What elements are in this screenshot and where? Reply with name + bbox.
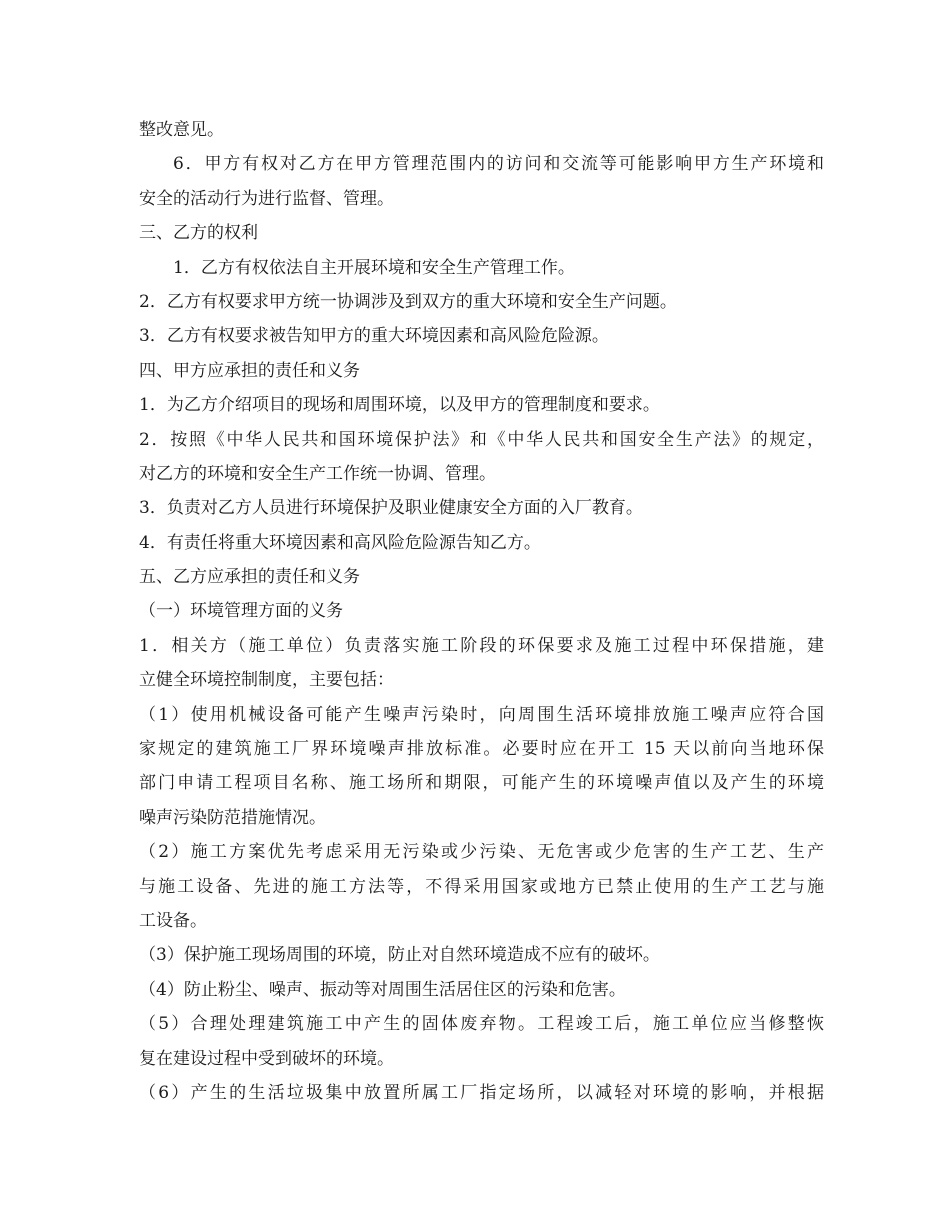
text-line: （3）保护施工现场周围的环境，防止对自然环境造成不应有的破坏。	[139, 945, 660, 966]
text-line: 噪声污染防范措施情况。	[139, 807, 326, 828]
text-line: 2．按照《中华人民共和国环境保护法》和《中华人民共和国安全生产法》的规定，	[139, 429, 824, 450]
text-line: 与施工设备、先进的施工方法等，不得采用国家或地方已禁止使用的生产工艺与施	[139, 876, 824, 897]
text-line: 3．乙方有权要求被告知甲方的重大环境因素和高风险危险源。	[139, 326, 609, 347]
text-line: 复在建设过程中受到破坏的环境。	[139, 1048, 394, 1069]
text-line: （6）产生的生活垃圾集中放置所属工厂指定场所，以减轻对环境的影响，并根据	[139, 1082, 824, 1103]
text-line: 家规定的建筑施工厂界环境噪声排放标准。必要时应在开工 15 天以前向当地环保	[139, 739, 824, 760]
text-line: 三、乙方的权利	[139, 223, 258, 244]
text-line: 对乙方的环境和安全生产工作统一协调、管理。	[139, 463, 496, 484]
text-line: 整改意见。	[139, 120, 224, 140]
text-line: 1．乙方有权依法自主开展环境和安全生产管理工作。	[173, 257, 575, 278]
text-line: （4）防止粉尘、噪声、振动等对周围生活居住区的污染和危害。	[139, 979, 626, 1000]
document-body	[139, 113, 824, 1110]
text-line: 部门申请工程项目名称、施工场所和期限，可能产生的环境噪声值以及产生的环境	[139, 773, 824, 794]
text-line: （2）施工方案优先考虑采用无污染或少污染、无危害或少危害的生产工艺、生产	[139, 842, 824, 863]
text-line: 1．为乙方介绍项目的现场和周围环境，以及甲方的管理制度和要求。	[139, 395, 660, 416]
text-line: 6．甲方有权对乙方在甲方管理范围内的访问和交流等可能影响甲方生产环境和	[173, 154, 824, 175]
text-line: （1）使用机械设备可能产生噪声污染时，向周围生活环境排放施工噪声应符合国	[139, 704, 824, 725]
text-line: 2．乙方有权要求甲方统一协调涉及到双方的重大环境和安全生产问题。	[139, 291, 677, 312]
text-line: 1．相关方（施工单位）负责落实施工阶段的环保要求及施工过程中环保措施，建	[139, 635, 824, 656]
text-line: 4．有责任将重大环境因素和高风险危险源告知乙方。	[139, 532, 541, 553]
text-line: 工设备。	[139, 910, 207, 931]
text-line: 四、甲方应承担的责任和义务	[139, 360, 360, 381]
text-line: 3．负责对乙方人员进行环境保护及职业健康安全方面的入厂教育。	[139, 498, 643, 519]
text-line: 安全的活动行为进行监督、管理。	[139, 188, 394, 209]
text-line: （5）合理处理建筑施工中产生的固体废弃物。工程竣工后，施工单位应当修整恢	[139, 1014, 824, 1035]
text-line: 立健全环境控制制度，主要包括：	[139, 670, 394, 691]
text-line: （一）环境管理方面的义务	[139, 601, 343, 622]
text-line: 五、乙方应承担的责任和义务	[139, 567, 360, 588]
